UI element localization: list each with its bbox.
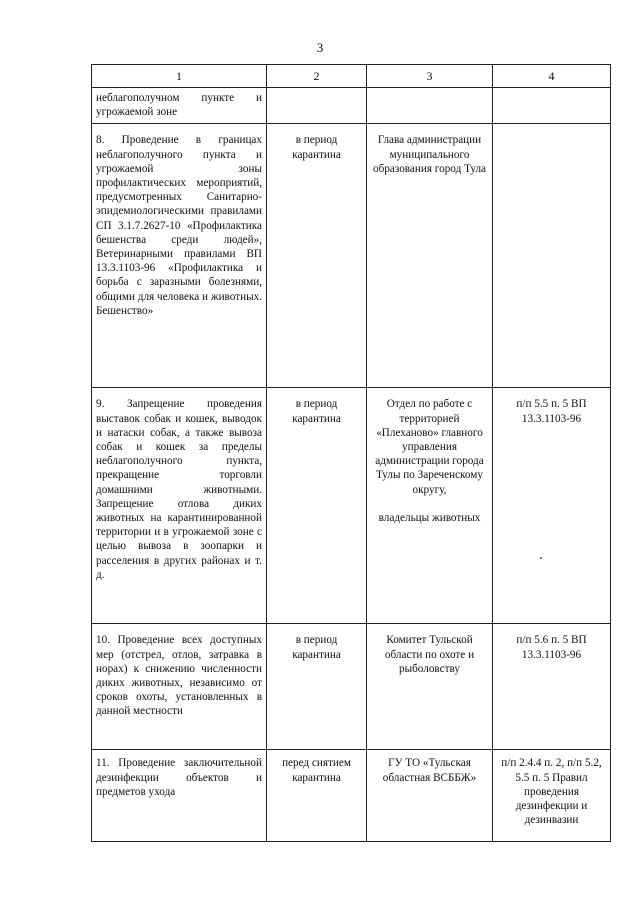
basis-cell [493, 624, 611, 750]
deadline-cell [267, 624, 367, 750]
responsible-cell [367, 750, 493, 842]
measure-text: 8. Проведение в границах неблагополучного пункта и угрожаемой зоны профилактических мероприятий, предусмотренных Санитарно-эпидемиологическими правилами СП 3.1.7.2627-10 «Профилактика бешенства среди людей», Ветеринарными правилами ВП 13.3.1103-96 «Профилактика и борьба с заразными болезнями, общими для человека и животных. Бешенство» [96, 134, 262, 317]
basis-cell [493, 124, 611, 388]
basis-cell [493, 750, 611, 842]
deadline-cell [267, 750, 367, 842]
deadline-text: в период карантина [292, 634, 341, 661]
responsible-cell [367, 388, 493, 624]
basis-text [497, 88, 606, 95]
basis-text: п/п 5.5 п. 5 ВП 13.3.1103-96 [516, 398, 587, 425]
measures-table [91, 64, 611, 842]
column-header-3: 3 [367, 65, 493, 88]
basis-text [497, 124, 606, 131]
scan-speck [540, 557, 542, 559]
deadline-text [271, 88, 362, 95]
column-header-4: 4 [493, 65, 611, 88]
measure-cell [92, 750, 267, 842]
measure-text: неблагополучном пункте и угрожаемой зоне [96, 92, 262, 119]
responsible-text: Глава администрации муниципального образования город Тула [373, 134, 486, 175]
responsible-text-owners: владельцы животных [378, 511, 481, 524]
responsible-cell [367, 124, 493, 388]
measure-text: 9. Запрещение проведения выставок собак и кошек, выводок и натаски собак, а также вывоза собак и кошек за пределы неблагополучного пункта, прекращение торговли домашними животными. Запрещение отлова диких животных на карантинированной территории и в угрожаемой зоне с целью вывоза в зоопарки и расселения в других районах и т. д. [96, 398, 262, 581]
basis-text: п/п 2.4.4 п. 2, п/п 5.2, 5.5 п. 5 Правил проведения дезинфекции и дезинвазии [501, 757, 602, 827]
measure-cell [92, 124, 267, 388]
measure-cell [92, 88, 267, 124]
measure-cell [92, 388, 267, 624]
responsible-text: Комитет Тульской области по охоте и рыболовству [384, 634, 475, 675]
basis-text: п/п 5.6 п. 5 ВП 13.3.1103-96 [516, 634, 587, 661]
basis-cell [493, 88, 611, 124]
measure-text: 11. Проведение заключительной дезинфекции объектов и предметов ухода [96, 757, 262, 798]
table-header-row [92, 65, 611, 88]
page-number: 3 [316, 40, 324, 55]
table-row [92, 88, 611, 124]
column-header-1: 1 [92, 65, 267, 88]
deadline-cell [267, 124, 367, 388]
responsible-cell [367, 88, 493, 124]
responsible-text [371, 88, 488, 95]
table-row [92, 124, 611, 388]
responsible-cell [367, 624, 493, 750]
deadline-text: перед снятием карантина [282, 757, 351, 784]
table-row [92, 750, 611, 842]
deadline-cell [267, 88, 367, 124]
deadline-text: в период карантина [292, 134, 341, 161]
deadline-cell [267, 388, 367, 624]
column-header-2: 2 [267, 65, 367, 88]
responsible-text: ГУ ТО «Тульская областная ВСББЖ» [382, 757, 477, 784]
table-row [92, 624, 611, 750]
deadline-text: в период карантина [292, 398, 341, 425]
responsible-text: Отдел по работе с территорией «Плеханово» главного управления администрации города Тулы по Зареченскому округу, [375, 398, 484, 496]
measure-text: 10. Проведение всех доступных мер (отстрел, отлов, затравка в норах) к снижению численности диких животных, независимо от сроков охоты, установленных в данной местности [96, 634, 262, 718]
measure-cell [92, 624, 267, 750]
basis-cell [493, 388, 611, 624]
table-row [92, 388, 611, 624]
